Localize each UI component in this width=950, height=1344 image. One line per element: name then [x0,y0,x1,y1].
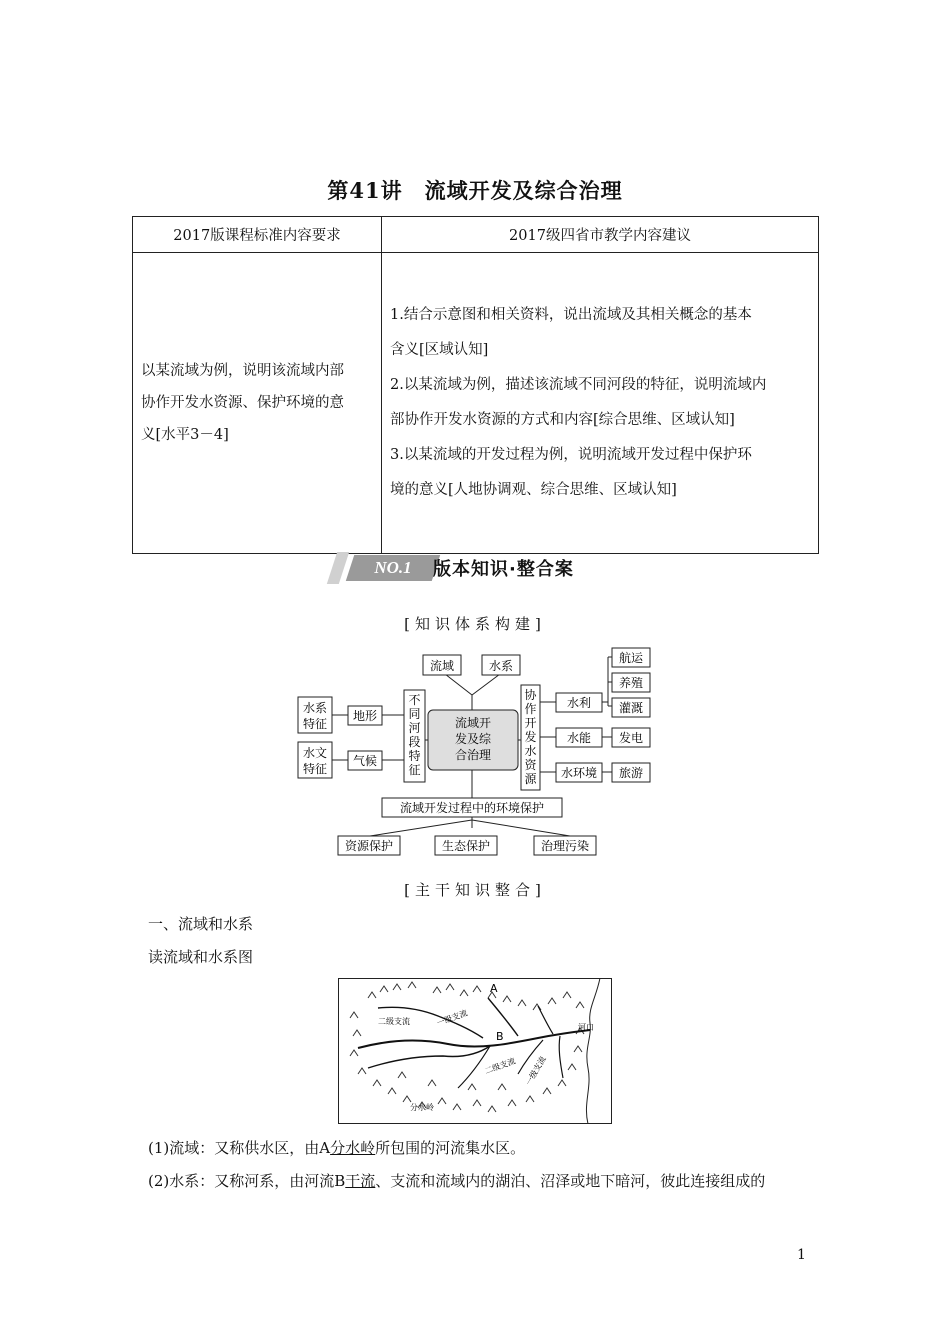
banner-tag: NO.1 [374,558,412,577]
basin-river-map [338,978,612,1124]
standard-line: 义[水平3－4] [141,427,229,443]
node-ecological-protection: 生态保护 [441,839,491,853]
suggestion-line: 境的意义[人地协调观、综合思维、区域认知] [390,482,677,498]
map-label-second-tributary: 二级支流 [378,1017,410,1026]
map-label-second-tributary: 二级支流 [483,1056,517,1076]
river-system-features-line: 特征 [302,717,328,731]
paragraph-basin-text: 所包围的河流集水区。 [375,1139,526,1157]
node-pollution-control: 治理污染 [540,839,590,853]
suggestion-line: 含义[区域认知] [390,342,489,358]
map-label-b: B [496,1030,504,1043]
banner-title: 版本知识·整合案 [433,559,574,580]
answer-main-stream: 干流 [345,1172,376,1190]
coop-char: 作 [524,702,537,716]
map-label-river-mouth: 河口 [578,1023,594,1032]
coop-char: 源 [524,772,537,786]
standard-line: 协作开发水资源、保护环境的意 [141,395,344,411]
reach-char: 征 [408,763,421,777]
node-aquaculture: 养殖 [618,676,644,690]
node-hydropower: 水能 [566,731,592,745]
map-label-watershed-divide: 分水岭 [410,1103,434,1112]
read-map-instruction: 读流域和水系图 [148,948,254,966]
node-river-system: 水系 [488,659,514,673]
requirements-table [132,216,819,554]
reach-char: 不 [408,693,421,707]
node-env-protection: 流域开发过程中的环境保护 [399,801,545,815]
heading-basin-and-river-system: 一、流域和水系 [148,915,254,933]
paragraph-river-system [148,1170,765,1191]
suggestion-line: 部协作开发水资源的方式和内容[综合思维、区域认知] [390,412,735,428]
node-shipping: 航运 [618,651,644,665]
node-climate: 气候 [352,754,378,768]
reach-char: 河 [408,721,421,735]
knowledge-diagram [290,640,660,860]
map-label-first-tributary: 一级支流 [523,1054,548,1087]
map-label-first-tributary: 一级支流 [435,1008,469,1028]
coop-char: 发 [524,730,537,744]
section-heading-main-knowledge: [主干知识整合] [404,881,546,899]
table-header-right: 2017级四省市教学内容建议 [382,217,819,253]
table-header-left: 2017版课程标准内容要求 [133,217,382,253]
paragraph-basin-text: (1)流域：又称供水区，由A [148,1139,331,1157]
node-resource-protection: 资源保护 [344,839,394,853]
reach-char: 特 [408,749,421,763]
node-irrigation: 灌溉 [618,701,644,715]
coop-char: 资 [524,758,537,772]
hydrology-features-line: 特征 [302,762,328,776]
paragraph-river-system-text: 、支流和流域内的湖泊、沼泽或地下暗河，彼此连接组成的 [375,1172,766,1190]
table-cell-suggestion [382,253,819,554]
page-number: 1 [797,1247,806,1263]
page-title: 第41讲 流域开发及综合治理 [327,178,623,203]
hydrology-features-line: 水文 [302,746,328,760]
suggestion-line: 2.以某流域为例，描述该流域不同河段的特征，说明流域内 [390,377,767,393]
node-terrain: 地形 [352,709,378,723]
suggestion-line: 3.以某流域的开发过程为例，说明流域开发过程中保护环 [390,447,752,463]
paragraph-river-system-text: (2)水系：又称河系，由河流B [148,1172,346,1190]
river-system-features-line: 水系 [302,701,328,715]
paragraph-basin [148,1137,525,1158]
node-water-environment: 水环境 [560,766,598,780]
node-water-conservancy: 水利 [566,696,592,710]
node-power-generation: 发电 [618,731,644,745]
section-banner [330,552,620,584]
center-line: 流域开 [454,716,492,730]
coop-char: 协 [524,688,537,702]
node-basin: 流域 [429,659,455,673]
standard-line: 以某流域为例，说明该流域内部 [141,363,344,379]
section-heading-knowledge-system: [知识体系构建] [404,615,546,633]
answer-watershed: 分水岭 [330,1139,376,1157]
map-label-a: A [490,982,498,995]
table-cell-standard [133,253,382,554]
suggestion-line: 1.结合示意图和相关资料，说出流域及其相关概念的基本 [390,307,752,323]
coop-char: 开 [524,716,537,730]
reach-char: 段 [408,735,421,749]
center-line: 合治理 [454,748,492,762]
reach-char: 同 [408,707,421,721]
coop-char: 水 [524,744,537,758]
node-tourism: 旅游 [618,766,644,780]
center-line: 发及综 [454,732,492,746]
map-frame [339,979,612,1124]
